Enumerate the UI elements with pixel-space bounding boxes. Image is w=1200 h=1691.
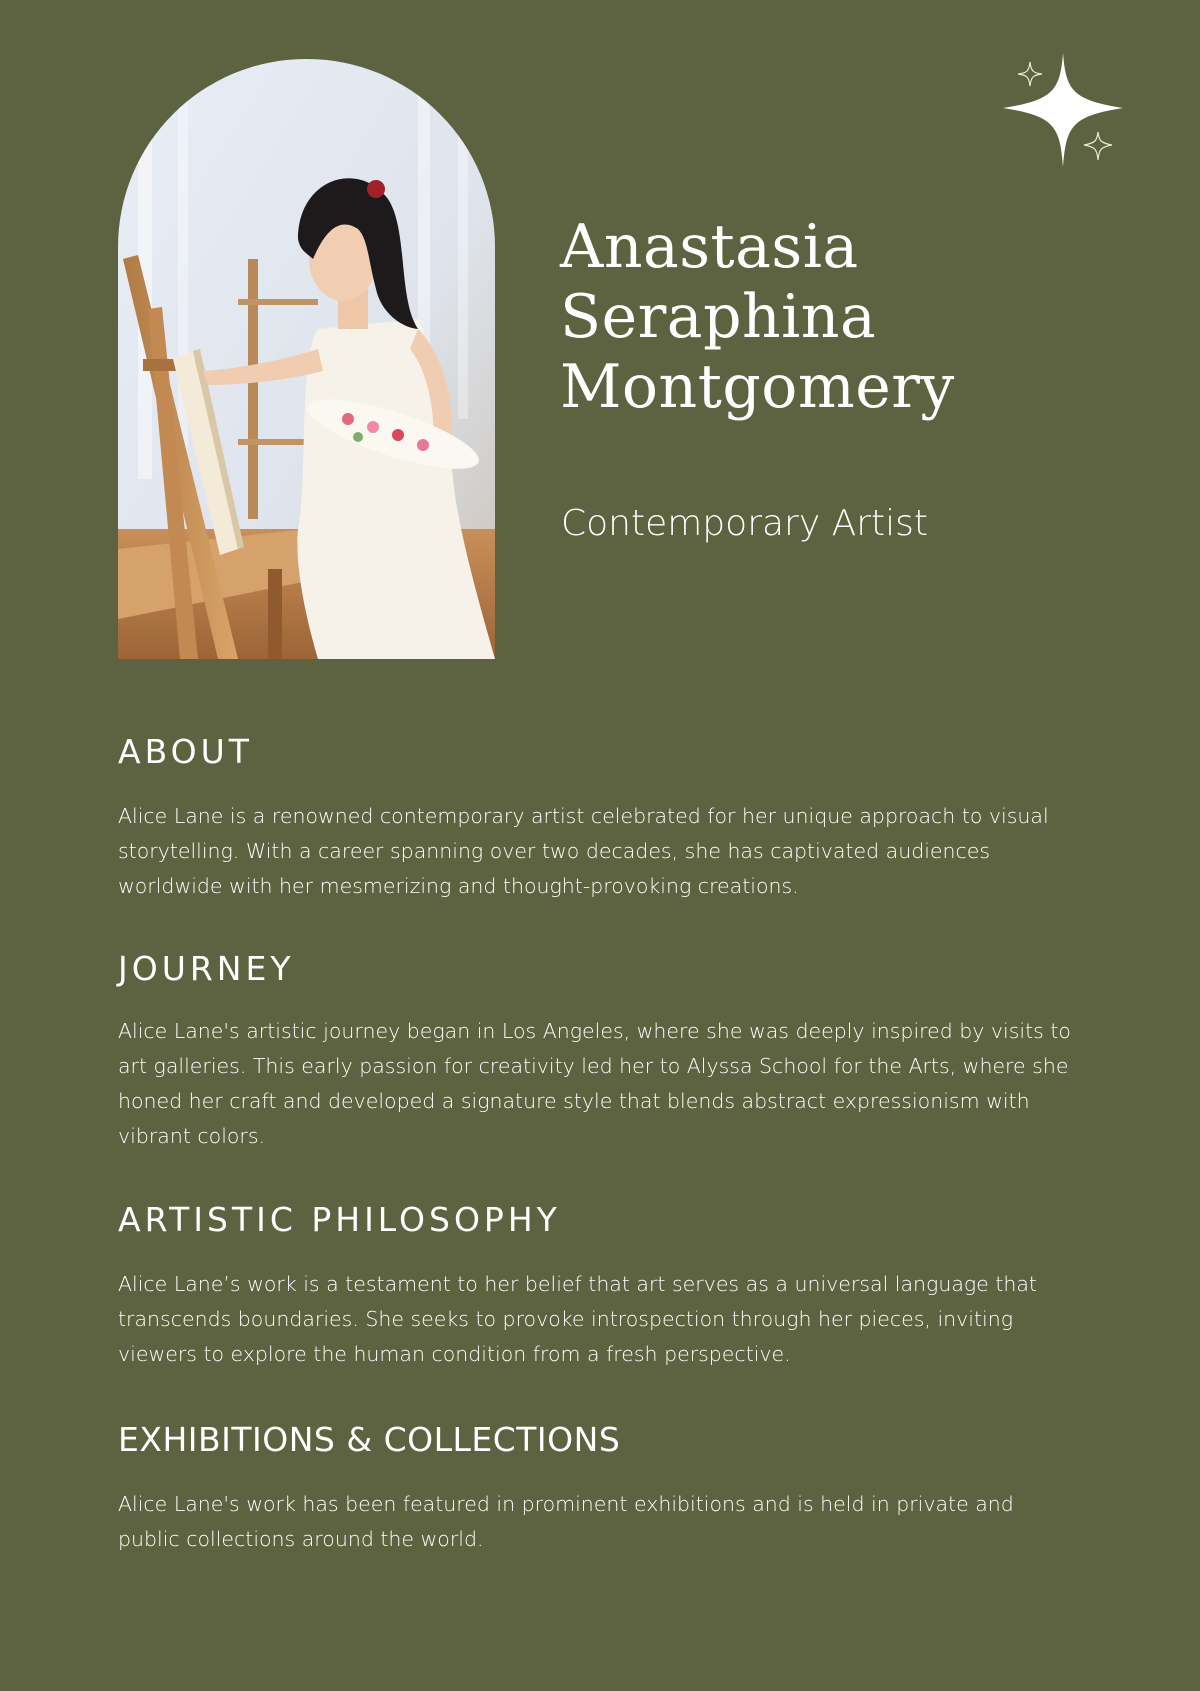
section-heading: EXHIBITIONS & COLLECTIONS — [118, 1420, 621, 1459]
section-body: Alice Lane's work has been featured in prominent exhibitions and is held in private and public collections around the world. — [118, 1492, 1014, 1551]
artist-name-line: Anastasia — [560, 212, 859, 282]
section-body: Alice Lane is a renowned contemporary artist celebrated for her unique approach to visual storytelling. With a career spanning over two decades, she has captivated audiences worldwide with her mesmerizing and thought-provoking creations. — [118, 804, 1049, 898]
artist-name — [560, 212, 1160, 422]
artist-subtitle: Contemporary Artist — [561, 503, 929, 544]
about-section — [118, 730, 1078, 904]
section-body: Alice Lane’s work is a testament to her belief that art serves as a universal language that transcends boundaries. She seeks to provoke introspection through her pieces, inviting viewers to explore the human condition from a fresh perspective. — [118, 1272, 1037, 1366]
section-heading: ABOUT — [118, 732, 253, 771]
artist-name-line: Seraphina — [560, 282, 877, 352]
section-body: Alice Lane's artistic journey began in Los Angeles, where she was deeply inspired by visits to art galleries. This early passion for creativity led her to Alyssa School for the Arts, where she honed her craft and developed a signature style that blends abstract expressionism with vibrant colors. — [118, 1019, 1071, 1148]
artist-name-line: Montgomery — [560, 352, 955, 422]
artistic-philosophy-section — [118, 1198, 1078, 1372]
section-heading: JOURNEY — [118, 949, 295, 988]
journey-section — [118, 947, 1078, 1154]
sparkle-icon — [1000, 50, 1126, 176]
section-heading: ARTISTIC PHILOSOPHY — [118, 1200, 561, 1239]
artist-photo — [118, 59, 495, 659]
exhibitions-section — [118, 1418, 1078, 1557]
